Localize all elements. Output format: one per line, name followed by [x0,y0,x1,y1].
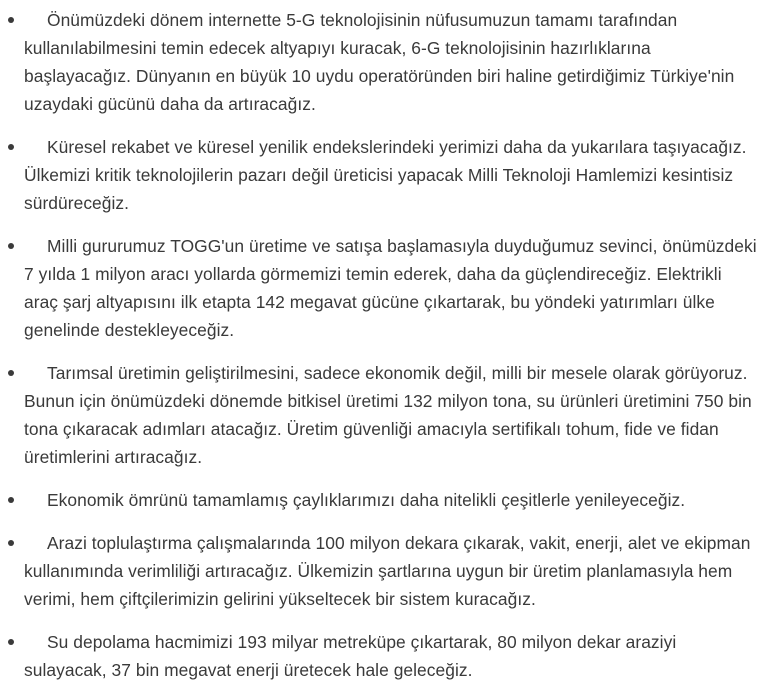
list-item-text: Su depolama hacmimizi 193 milyar metreküpe çıkartarak, 80 milyon dekar araziyi sulayacak, 37 bin megavat enerji üretecek hale geleceğiz. [24,632,677,680]
list-item [0,232,763,344]
list-item-text: Tarımsal üretimin geliştirilmesini, sadece ekonomik değil, milli bir mesele olarak görüyoruz. Bunun için önümüzdeki dönemde bitkisel üretimi 132 milyon tona, su ürünleri üretimini 750 bin tona çıkaracak adımları atacağız. Üretim güvenliği amacıyla sertifikalı tohum, fide ve fidan üretimlerini artıracağız. [24,363,752,467]
list-item [0,359,763,471]
bullet-icon [8,144,14,150]
list-item [0,6,763,118]
list-item-text: Küresel rekabet ve küresel yenilik endekslerindeki yerimizi daha da yukarılara taşıyacağız. Ülkemizi kritik teknolojilerin pazarı değil üreticisi yapacak Milli Teknoloji Hamlemizi kesintisiz sürdüreceğiz. [24,137,747,213]
list-item-text: Milli gururumuz TOGG'un üretime ve satışa başlamasıyla duyduğumuz sevinci, önümüzdeki 7 yılda 1 milyon aracı yollarda görmemizi temin ederek, daha da güçlendireceğiz. Elektrikli araç şarj altyapısını ilk etapta 142 megavat gücüne çıkartarak, bu yöndeki yatırımları ülke genelinde destekleyeceğiz. [24,236,757,340]
bullet-icon [8,497,14,503]
bullet-icon [8,243,14,249]
list-item-text: Ekonomik ömrünü tamamlamış çaylıklarımızı daha nitelikli çeşitlerle yenileyeceğiz. [47,490,686,510]
list-item [0,486,763,514]
bullet-icon [8,639,14,645]
bullet-icon [8,370,14,376]
bullet-icon [8,540,14,546]
list-item [0,529,763,613]
list-item [0,133,763,217]
bullet-icon [8,17,14,23]
list-item [0,628,763,684]
list-item-text: Arazi toplulaştırma çalışmalarında 100 milyon dekara çıkarak, vakit, enerji, alet ve ekipman kullanımında verimliliği artıracağız. Ülkemizin şartlarına uygun bir üretim planlamasıyla hem verimi, hem çiftçilerimizin gelirini yükseltecek bir sistem kuracağız. [24,533,751,609]
list-item-text: Önümüzdeki dönem internette 5-G teknolojisinin nüfusumuzun tamamı tarafından kullanılabilmesini temin edecek altyapıyı kuracak, 6-G teknolojisinin hazırlıklarına başlayacağız. Dünyanın en büyük 10 uydu operatöründen biri haline getirdiğimiz Türkiye'nin uzaydaki gücünü daha da artıracağız. [24,10,735,114]
